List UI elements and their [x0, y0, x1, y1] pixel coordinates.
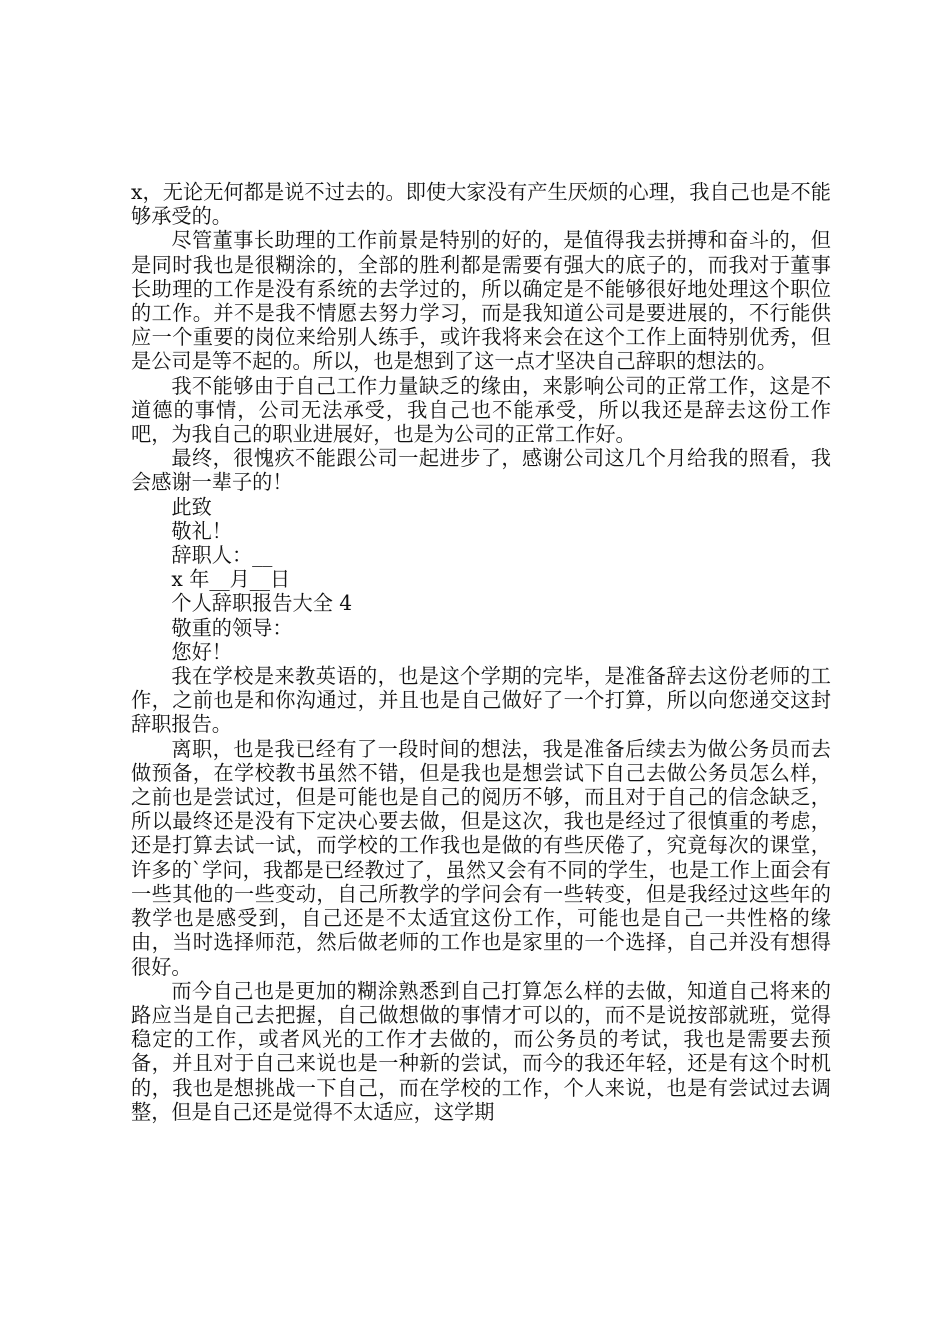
paragraph-3: 我不能够由于自己工作力量缺乏的缘由，来影响公司的正常工作，这是不道德的事情，公司无法承受，我自己也不能承受，所以我还是辞去这份工作吧，为我自己的职业进展好，也是为公司的正常工作好。	[131, 373, 831, 447]
paragraph-1: x，无论无何都是说不过去的。即使大家没有产生厌烦的心理，我自己也是不能够承受的。	[131, 180, 831, 229]
paragraph-5: 我在学校是来教英语的，也是这个学期的完毕，是准备辞去这份老师的工作，之前也是和你沟通过，并且也是自己做好了一个打算，所以向您递交这封辞职报告。	[131, 664, 831, 737]
closing-regards: 敬礼！	[171, 518, 232, 543]
date-line: x 年__月__日	[171, 567, 291, 592]
section-heading: 个人辞职报告大全 4	[171, 591, 353, 616]
paragraph-2: 尽管董事长助理的工作前景是特别的好的，是值得我去拼搏和奋斗的，但是同时我也是很糊涂的，全部的胜利都是需要有强大的底子的，而我对于董事长助理的工作是没有系统的去学过的，所以确定是不能够很好地处理这个职位的工作。并不是我不情愿去努力学习，而是我知道公司是要进展的，不行能供应一个重要的岗位来给别人练手，或许我将来会在这个工作上面特别优秀，但是公司是等不起的。所以，也是想到了这一点才坚决自己辞职的想法的。	[131, 228, 831, 374]
greeting-hello: 您好！	[171, 639, 232, 664]
signature-line: 辞职人：__	[171, 543, 273, 568]
greeting-addressee: 敬重的领导：	[171, 615, 293, 640]
document-body	[131, 180, 831, 1124]
paragraph-4: 最终，很愧疚不能跟公司一起进步了，感谢公司这几个月给我的照看，我会感谢一辈子的！	[131, 446, 831, 495]
paragraph-6: 离职，也是我已经有了一段时间的想法，我是准备后续去为做公务员而去做预备，在学校教书虽然不错，但是我也是想尝试下自己去做公务员怎么样，之前也是尝试过，但是可能也是自己的阅历不够，而且对于自己的信念缺乏，所以最终还是没有下定决心要去做，但是这次，我也是经过了很慎重的考虑，还是打算去试一试，而学校的工作我也是做的有些厌倦了，究竟每次的课堂，许多的`学问，我都是已经教过了，虽然又会有不同的学生，也是工作上面会有一些其他的一些变动，自己所教学的学问会有一些转变，但是我经过这些年的教学也是感受到，自己还是不太适宜这份工作，可能也是自己一共性格的缘由，当时选择师范，然后做老师的工作也是家里的一个选择，自己并没有想得很好。	[131, 736, 831, 979]
closing-salutation: 此致	[171, 494, 212, 519]
paragraph-7: 而今自己也是更加的糊涂熟悉到自己打算怎么样的去做，知道自己将来的路应当是自己去把握，自己做想做的事情才可以的，而不是说按部就班，觉得稳定的工作，或者风光的工作才去做的，而公务员的考试，我也是需要去预备，并且对于自己来说也是一种新的尝试，而今的我还年轻，还是有这个时机的，我也是想挑战一下自己，而在学校的工作，个人来说，也是有尝试过去调整，但是自己还是觉得不太适应，这学期	[131, 978, 831, 1124]
